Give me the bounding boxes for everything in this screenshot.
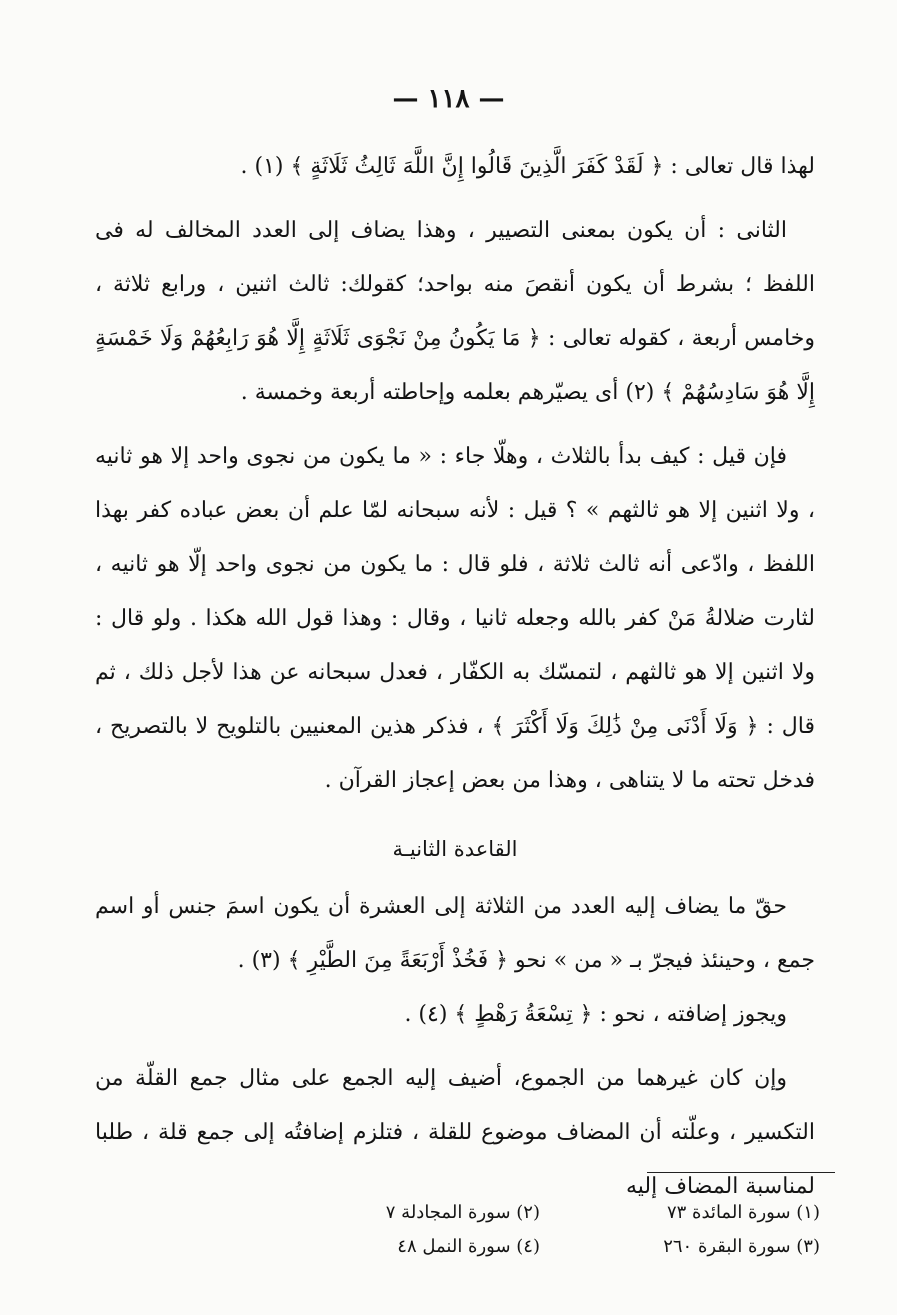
paragraph-2: الثانى : أن يكون بمعنى التصيير ، وهذا يضاف إلى العدد المخالف له فى اللفظ ؛ بشرط أن يكون أنقصَ منه بواحد؛ كقولك: ثالث اثنين ، ورابع ثلاثة ، وخامس أربعة ، كقوله تعالى : ﴿ مَا يَكُونُ مِنْ نَجْوَى ثَلَاثَةٍ إِلَّا هُوَ رَابِعُهُمْ وَلَا خَمْسَةٍ إِلَّا هُوَ سَادِسُهُمْ ﴾ (٢) أى يصيّرهم بعلمه وإحاطته أربعة وخمسة . [95, 218, 816, 405]
footnotes [300, 1200, 820, 1260]
paragraph-1: لهذا قال تعالى : ﴿ لَقَدْ كَفَرَ الَّذِينَ قَالُوا إِنَّ اللَّهَ ثَالِثُ ثَلَاثَةٍ ﴾ (١) . [240, 154, 815, 179]
footnote-3: (٣) سورة البقرة ٢٦٠ [663, 1236, 820, 1257]
page-number: — ١١٨ — [392, 84, 505, 114]
footnote-1: (١) سورة المائدة ٧٣ [666, 1202, 820, 1223]
paragraph-6: وإن كان غيرهما من الجموع، أضيف إليه الجمع على مثال جمع القلّة من التكسير ، وعلّته أن المضاف موضوع للقلة ، فتلزم إضافتُه إلى جمع قلة ، طلبا لمناسبة المضاف إليه [95, 1066, 815, 1199]
paragraph-5: ويجوز إضافته ، نحو : ﴿ تِسْعَةُ رَهْطٍ ﴾ (٤) . [404, 1002, 787, 1027]
paragraph-3: فإن قيل : كيف بدأ بالثلاث ، وهلّا جاء : « ما يكون من نجوى واحد إلا هو ثانيه ، ولا اثنين إلا هو ثالثهم » ؟ قيل : لأنه سبحانه لمّا علم أن بعض عباده كفر بهذا اللفظ ، وادّعى أنه ثالث ثلاثة ، فلو قال : ما يكون من نجوى واحد إلّا هو ثانيه ، لثارت ضلالةُ مَنْ كفر بالله وجعله ثانيا ، وقال : وهذا قول الله هكذا . ولو قال : ولا اثنين إلا هو ثالثهم ، لتمسّك به الكفّار ، فعدل سبحانه عن هذا لأجل ذلك ، ثم قال : ﴿ وَلَا أَدْنَى مِنْ ذَٰلِكَ وَلَا أَكْثَرَ ﴾ ، فذكر هذين المعنيين بالتلويح لا بالتصريح ، فدخل تحته ما لا يتناهى ، وهذا من بعض إعجاز القرآن . [95, 444, 815, 793]
section-heading: القاعدة الثانيـة [392, 837, 518, 861]
footnote-2: (٢) سورة المجادلة ٧ [385, 1202, 540, 1223]
main-text [95, 140, 815, 1214]
footnote-divider [647, 1172, 835, 1173]
footnote-4: (٤) سورة النمل ٤٨ [397, 1236, 540, 1257]
paragraph-4: حقّ ما يضاف إليه العدد من الثلاثة إلى العشرة أن يكون اسمَ جنس أو اسم جمع ، وحينئذ فيجرّ بـ « من » نحو ﴿ فَخُذْ أَرْبَعَةً مِنَ الطَّيْرِ ﴾ (٣) . [95, 894, 815, 973]
